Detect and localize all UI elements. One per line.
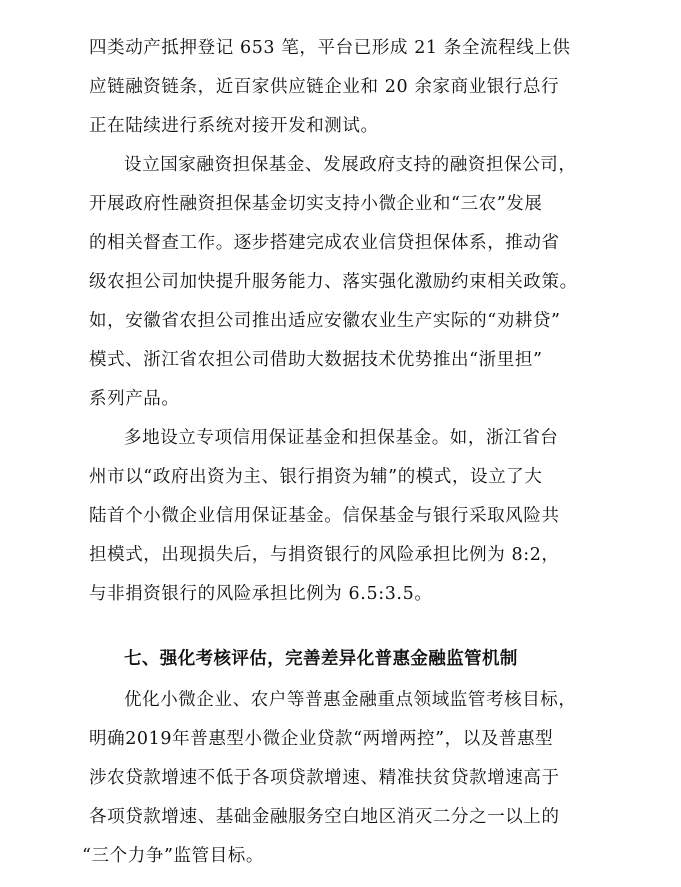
text-line: 明确2019年普惠型小微企业贷款“两增两控”，以及普惠型 — [89, 729, 554, 749]
text-line: 的相关督查工作。逐步搭建完成农业信贷担保体系，推动省 — [89, 233, 560, 253]
text-line: 州市以“政府出资为主、银行捐资为辅”的模式，设立了大 — [89, 467, 543, 487]
text-line: “三个力争”监管目标。 — [82, 846, 264, 866]
text-line: 正在陆续进行系统对接开发和测试。 — [89, 116, 379, 136]
text-line: 与非捐资银行的风险承担比例为 6.5:3.5。 — [89, 584, 433, 604]
text-line: 设立国家融资担保基金、发展政府支持的融资担保公司， — [124, 155, 577, 175]
section-heading: 七、强化考核评估，完善差异化普惠金融监管机制 — [124, 649, 518, 669]
text-line: 系列产品。 — [89, 389, 180, 409]
text-line: 开展政府性融资担保基金切实支持小微企业和“三农”发展 — [89, 194, 543, 214]
text-line: 涉农贷款增速不低于各项贷款增速、精准扶贫贷款增速高于 — [89, 768, 560, 788]
text-line: 各项贷款增速、基础金融服务空白地区消灭二分之一以上的 — [89, 807, 560, 827]
text-line: 优化小微企业、农户等普惠金融重点领域监管考核目标， — [124, 690, 577, 710]
text-line: 如，安徽省农担公司推出适应安徽农业生产实际的“劝耕贷” — [89, 311, 561, 331]
text-line: 陆首个小微企业信用保证基金。信保基金与银行采取风险共 — [89, 506, 560, 526]
text-line: 担模式，出现损失后，与捐资银行的风险承担比例为 8:2， — [89, 545, 560, 565]
text-line: 四类动产抵押登记 653 笔，平台已形成 21 条全流程线上供 — [89, 38, 571, 58]
text-line: 应链融资链条，近百家供应链企业和 20 余家商业银行总行 — [89, 77, 560, 97]
text-line: 级农担公司加快提升服务能力、落实强化激励约束相关政策。 — [89, 272, 578, 292]
text-line: 多地设立专项信用保证基金和担保基金。如，浙江省台 — [124, 428, 559, 448]
text-line: 模式、浙江省农担公司借助大数据技术优势推出“浙里担” — [89, 350, 543, 370]
